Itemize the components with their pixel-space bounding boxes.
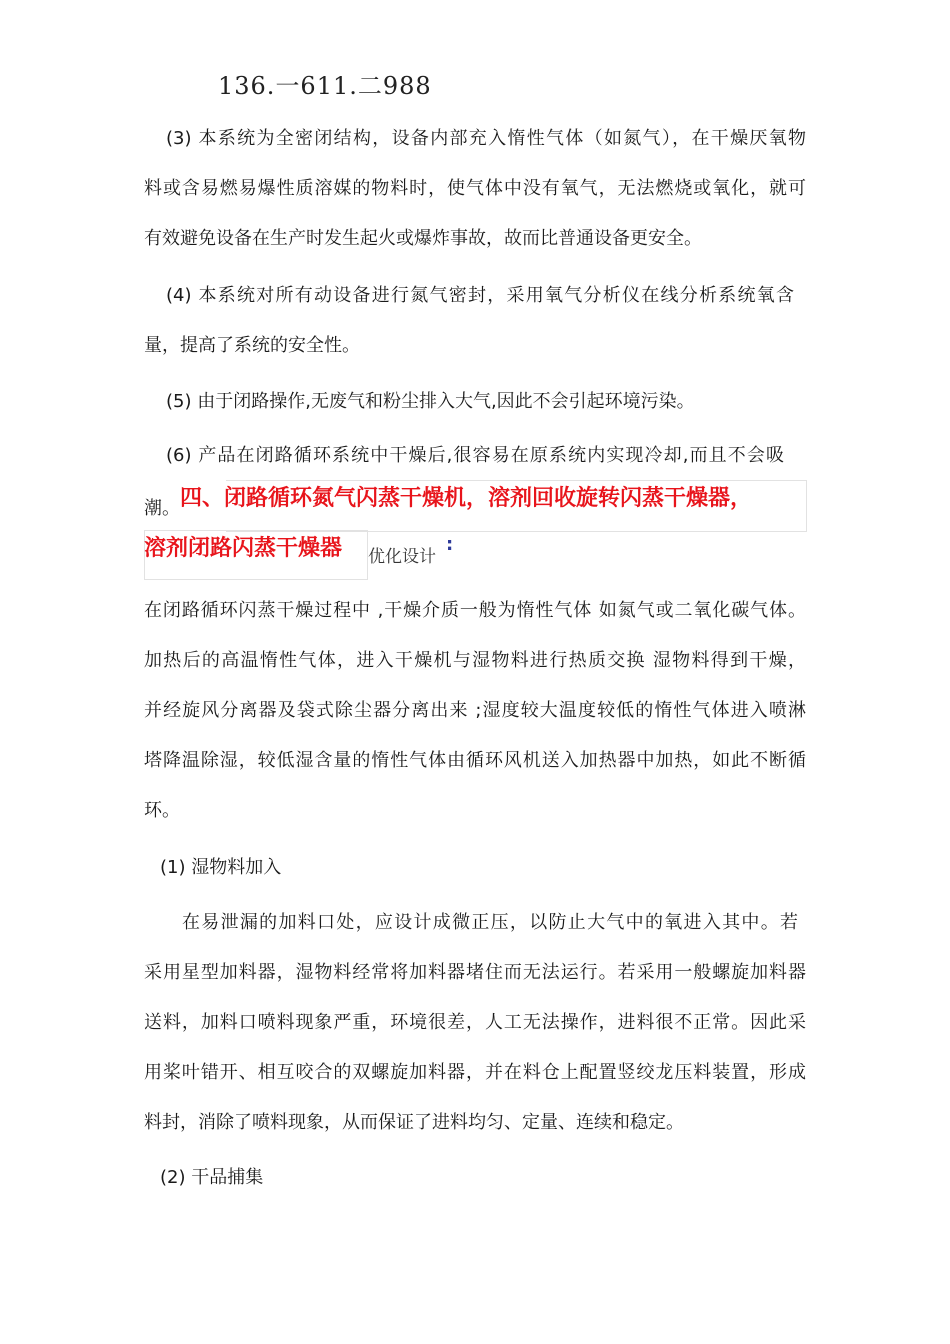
paragraph-6-tail: 潮。 [144,498,180,519]
paragraph-4-line-1: (4) 本系统对所有动设备进行氮气密封，采用氧气分析仪在线分析系统氧含 [166,285,794,306]
section-heading-colon: : [446,534,454,555]
paragraph-3-line-2: 料或含易燃易爆性质溶媒的物料时，使气体中没有氧气，无法燃烧或氧化，就可 [144,178,806,199]
paragraph-3-line-3: 有效避免设备在生产时发生起火或爆炸事故，故而比普通设备更安全。 [144,228,702,249]
subsection-1-line-2: 采用星型加料器，湿物料经常将加料器堵住而无法运行。若采用一般螺旋加料器 [144,962,806,983]
intro-line-2: 加热后的高温惰性气体，进入干燥机与湿物料进行热质交换 湿物料得到干燥， [144,650,806,671]
subsection-1-line-4: 用桨叶错开、相互咬合的双螺旋加料器，并在料仓上配置竖绞龙压料装置，形成 [144,1062,806,1083]
section-heading-part-2: 溶剂闭路闪蒸干燥器 [144,536,343,561]
intro-line-4: 塔降温除湿，较低湿含量的惰性气体由循环风机送入加热器中加热，如此不断循 [144,750,806,771]
subsection-2-title: (2) 干品捕集 [160,1167,264,1188]
section-heading-suffix: 优化设计 [368,547,436,567]
subsection-1-line-5: 料封，消除了喷料现象，从而保证了进料均匀、定量、连续和稳定。 [144,1112,684,1133]
subsection-1-line-3: 送料，加料口喷料现象严重，环境很差，人工无法操作，进料很不正常。因此采 [144,1012,806,1033]
paragraph-6-line-1: (6) 产品在闭路循环系统中干燥后,很容易在原系统内实现冷却,而且不会吸 [166,445,784,466]
intro-line-1: 在闭路循环闪蒸干燥过程中 ,干燥介质一般为惰性气体 如氮气或二氧化碳气体。 [144,600,806,621]
paragraph-3-line-1: (3) 本系统为全密闭结构，设备内部充入惰性气体（如氮气），在干燥厌氧物 [166,128,806,149]
intro-line-5: 环。 [144,800,180,821]
phone-number: 136.一611.二988 [218,72,432,100]
paragraph-4-line-2: 量，提高了系统的安全性。 [144,335,360,356]
paragraph-5: (5) 由于闭路操作,无废气和粉尘排入大气,因此不会引起环境污染。 [166,391,695,412]
section-heading-part-1: 四、闭路循环氮气闪蒸干燥机，溶剂回收旋转闪蒸干燥器， [180,486,753,511]
subsection-1-line-1: 在易泄漏的加料口处，应设计成微正压，以防止大气中的氧进入其中。若 [182,912,798,933]
subsection-1-title: (1) 湿物料加入 [160,857,282,878]
intro-line-3: 并经旋风分离器及袋式除尘器分离出来 ;湿度较大温度较低的惰性气体进入喷淋 [144,700,806,721]
